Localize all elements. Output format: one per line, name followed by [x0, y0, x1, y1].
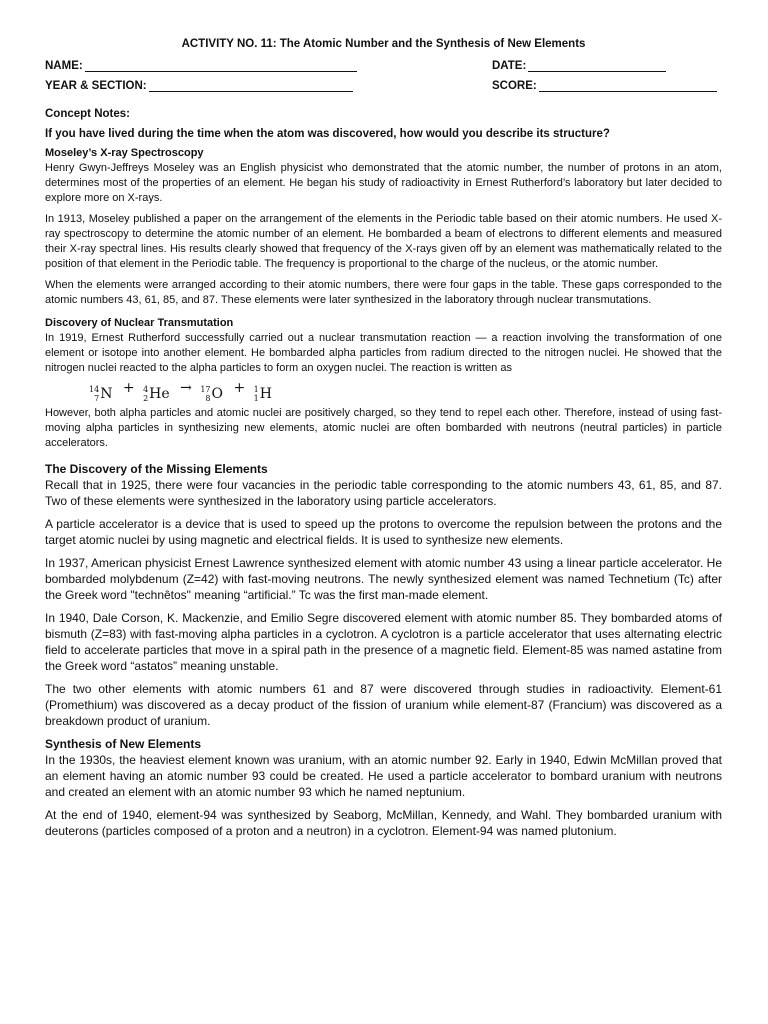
transmutation-paragraph-1: In 1919, Ernest Rutherford successfully carried out a nuclear transmutation reaction — a reaction involving the transformation of one element or isotope into another element. He bombarded alpha particles from radium directed to the nitrogen nuclei. He showed that the nitrogen nuclei reacted to the alpha particles to form an oxygen nuclei. The reaction is written as — [45, 332, 722, 374]
hydrogen-nuclide: 1 1 H — [253, 385, 272, 403]
page-title: ACTIVITY NO. 11: The Atomic Number and the Synthesis of New Elements — [181, 38, 586, 50]
missing-paragraph-4: In 1940, Dale Corson, K. Mackenzie, and Emilio Segre discovered element with atomic number 85. They bombarded atoms of bismuth (Z=83) with fast-moving alpha particles in a cyclotron. A cyclotron is a particle accelerator that uses alternating electric field to accelerate particles that move in a spiral path in the presence of a magnetic field. Element-85 was named astatine from the Greek word “astatos” meaning unstable. — [45, 611, 722, 673]
synthesis-paragraph-1: In the 1930s, the heaviest element known was uranium, with an atomic number 92. Early in 1940, Edwin McMillan proved that an element having an atomic number 93 could be created. He used a particle accelerator to bombard uranium with neutrons and created an element with an atomic number 93 which he named neptunium. — [45, 753, 722, 799]
worksheet-page — [45, 38, 722, 846]
missing-paragraph-3: In 1937, American physicist Ernest Lawrence synthesized element with atomic number 43 using a linear particle accelerator. He bombarded molybdenum (Z=42) with fast-moving neutrons. The newly synthesized element was named Technetium (Tc) after the Greek word "technêtos" meaning “artificial.” Tc was the first man-made element. — [45, 556, 723, 602]
year-section-blank-line[interactable] — [149, 80, 353, 92]
missing-paragraph-1: Recall that in 1925, there were four vacancies in the periodic table corresponding to the atomic numbers 43, 61, 85, and 87. Two of these elements were synthesized in the laboratory using particle accelerators. — [45, 478, 722, 508]
transmutation-heading: Discovery of Nuclear Transmutation — [45, 317, 234, 329]
score-blank-line[interactable] — [539, 80, 717, 92]
date-field[interactable] — [492, 60, 722, 72]
missing-paragraph-5: The two other elements with atomic numbers 61 and 87 were discovered through studies in radioactivity. Element-61 (Promethium) was discovered as a decay product of the fission of uranium while element-87 (Francium) was discovered as a breakdown product of uranium. — [45, 682, 722, 728]
date-label: DATE: — [492, 60, 527, 72]
nitrogen-nuclide: 14 7 N — [89, 385, 113, 403]
name-blank-line[interactable] — [85, 60, 357, 72]
transmutation-paragraph-2: However, both alpha particles and atomic nuclei are positively charged, so they tend to repel each other. Therefore, instead of using fast-moving alpha particles in synthesizing new elements, atomic nuclei are often bombarded with neutrons (neutral particles) in particle accelerators. — [45, 407, 722, 449]
nuclear-reaction-equation — [89, 380, 722, 402]
date-blank-line[interactable] — [528, 60, 666, 72]
year-section-field[interactable] — [45, 80, 453, 92]
name-field[interactable] — [45, 60, 453, 72]
moseley-paragraph-2: In 1913, Moseley published a paper on the arrangement of the elements in the Periodic table based on their atomic numbers. He used X-ray spectroscopy to determine the atomic number of an element. He bombarded a beam of electrons to different elements and measured their X-ray spectral lines. His results clearly showed that frequency of the X-rays given off by an element was mathematically related to the position of that element in the Periodic table. The frequency is proportional to the charge of the nucleus, or the atomic number. — [45, 213, 722, 270]
plus-sign: + — [233, 380, 246, 396]
guide-question: If you have lived during the time when the atom was discovered, how would you describe its structure? — [45, 128, 610, 140]
oxygen-nuclide: 17 8 O — [200, 385, 223, 403]
missing-elements-heading: The Discovery of the Missing Elements — [45, 462, 268, 476]
missing-paragraph-2: A particle accelerator is a device that is used to speed up the protons to overcome the repulsion between the protons and the target atomic nuclei by using magnetic and electrical fields. It is used to synthesize new elements. — [45, 517, 722, 547]
plus-sign: + — [122, 380, 135, 396]
moseley-section — [45, 146, 722, 308]
synthesis-heading: Synthesis of New Elements — [45, 737, 202, 751]
moseley-heading: Moseley’s X-ray Spectroscopy — [45, 147, 204, 159]
header-row-1 — [45, 60, 722, 72]
name-label: NAME: — [45, 60, 83, 72]
score-label: SCORE: — [492, 80, 537, 92]
synthesis-section — [45, 736, 722, 839]
year-section-label: YEAR & SECTION: — [45, 80, 147, 92]
transmutation-section — [45, 316, 722, 451]
score-field[interactable] — [492, 80, 722, 92]
header-row-2 — [45, 80, 722, 92]
moseley-paragraph-3: When the elements were arranged according to their atomic numbers, there were four gaps in the table. These gaps corresponded to the atomic numbers 43, 61, 85, and 87. These elements were later synthesized in the laboratory through nuclear transmutations. — [45, 279, 722, 306]
reaction-arrow: → — [180, 380, 192, 396]
concept-notes-label: Concept Notes: — [45, 108, 130, 120]
helium-nuclide: 4 2 He — [143, 385, 170, 403]
synthesis-paragraph-2: At the end of 1940, element-94 was synthesized by Seaborg, McMillan, Kennedy, and Wahl. They bombarded uranium with deuterons (particles composed of a proton and a neutron) in a cyclotron. Element-94 was named plutonium. — [45, 808, 722, 838]
missing-elements-section — [45, 461, 722, 729]
moseley-paragraph-1: Henry Gwyn-Jeffreys Moseley was an English physicist who demonstrated that the atomic number, the number of protons in an atom, determines most of the properties of an element. He began his study of radioactivity in Ernest Rutherford’s laboratory but later decided to explore more on X-rays. — [45, 162, 722, 204]
